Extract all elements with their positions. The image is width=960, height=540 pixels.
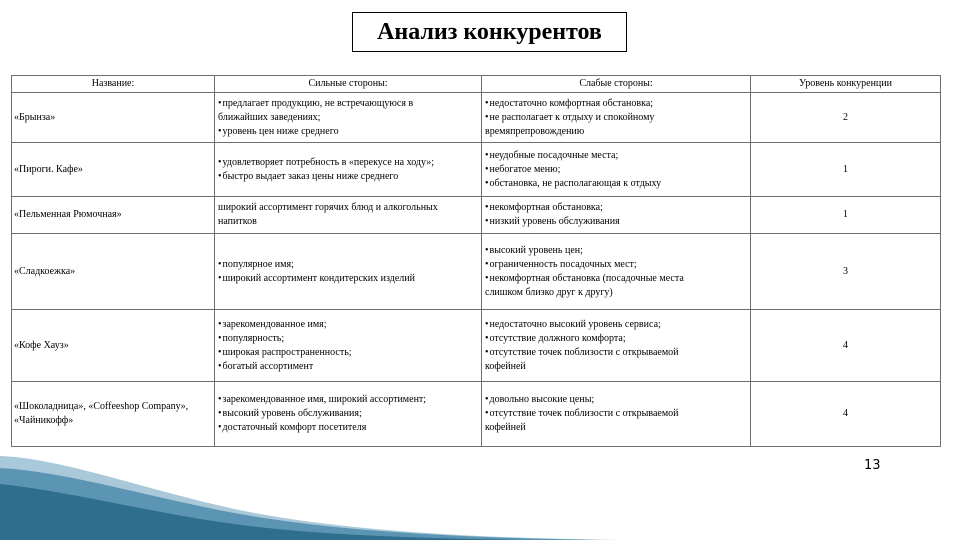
weaknesses-cell: [482, 143, 751, 197]
weaknesses-cell: [482, 382, 751, 447]
weakness-item: • неудобные посадочные места;: [485, 149, 747, 163]
weakness-item: • недостаточно высокий уровень сервиса;: [485, 318, 747, 332]
weakness-item: • некомфортная обстановка (посадочные места: [485, 272, 747, 286]
table-header-row: [12, 76, 941, 93]
table-row: [12, 197, 941, 234]
weakness-item: • высокий уровень цен;: [485, 244, 747, 258]
weakness-item: • не располагает к отдыху и спокойному: [485, 111, 747, 125]
weakness-item: • обстановка, не располагающая к отдыху: [485, 177, 747, 191]
weakness-item: • низкий уровень обслуживания: [485, 215, 747, 229]
competition-level: 1: [751, 197, 941, 234]
strengths-cell: [215, 93, 482, 143]
header-level: Уровень конкуренции: [751, 76, 941, 93]
weaknesses-cell: [482, 197, 751, 234]
strength-item: • богатый ассортимент: [218, 360, 478, 374]
slide-title: Анализ конкурентов: [352, 12, 627, 52]
competitor-name: «Брынза»: [12, 93, 215, 143]
weakness-item: • некомфортная обстановка;: [485, 201, 747, 215]
weaknesses-cell: [482, 93, 751, 143]
strength-item: • широкий ассортимент кондитерских изделий: [218, 272, 478, 286]
strength-item: • зарекомендованное имя, широкий ассортимент;: [218, 393, 478, 407]
strength-item: • быстро выдает заказ цены ниже среднего: [218, 170, 478, 184]
table-row: [12, 382, 941, 447]
header-name: Название:: [12, 76, 215, 93]
strength-item: широкий ассортимент горячих блюд и алкогольных: [218, 202, 438, 213]
weakness-item: слишком близко друг к другу): [485, 286, 613, 298]
competition-level: 4: [751, 310, 941, 382]
table-row: [12, 234, 941, 310]
weakness-item: • небогатое меню;: [485, 163, 747, 177]
strength-item: • широкая распространенность;: [218, 346, 478, 360]
strengths-cell: [215, 197, 482, 234]
competition-level: 3: [751, 234, 941, 310]
competitor-name: «Шоколадница», «Coffeeshop Company», «Чайникофф»: [12, 382, 215, 447]
weakness-item: времяпрепровождению: [485, 125, 585, 137]
strength-item: • предлагает продукцию, не встречающуюся в: [218, 97, 478, 111]
competition-level: 1: [751, 143, 941, 197]
competitor-table: [11, 75, 941, 447]
strengths-cell: [215, 234, 482, 310]
competitor-name: «Пельменная Рюмочная»: [12, 197, 215, 234]
strengths-cell: [215, 143, 482, 197]
strength-item: • популярное имя;: [218, 258, 478, 272]
weakness-item: • довольно высокие цены;: [485, 393, 747, 407]
competitor-name: «Пироги. Кафе»: [12, 143, 215, 197]
strength-item: • уровень цен ниже среднего: [218, 125, 478, 139]
weakness-item: • отсутствие должного комфорта;: [485, 332, 747, 346]
weakness-item: • ограниченность посадочных мест;: [485, 258, 747, 272]
table-row: [12, 93, 941, 143]
weakness-item: • отсутствие точек поблизости с открываемой: [485, 346, 747, 360]
weaknesses-cell: [482, 234, 751, 310]
competition-level: 2: [751, 93, 941, 143]
strengths-cell: [215, 310, 482, 382]
strength-item: напитков: [218, 216, 257, 227]
weaknesses-cell: [482, 310, 751, 382]
strength-item: • удовлетворяет потребность в «перекусе на ходу»;: [218, 156, 478, 170]
header-weaknesses: Слабые стороны:: [482, 76, 751, 93]
competitor-name: «Кофе Хауз»: [12, 310, 215, 382]
strength-item: • высокий уровень обслуживания;: [218, 407, 478, 421]
table-row: [12, 310, 941, 382]
weakness-item: • отсутствие точек поблизости с открываемой: [485, 407, 747, 421]
strength-item: ближайших заведениях;: [218, 111, 321, 123]
weakness-item: кофейней: [485, 360, 526, 372]
strengths-cell: [215, 382, 482, 447]
table-row: [12, 143, 941, 197]
strength-item: • зарекомендованное имя;: [218, 318, 478, 332]
weakness-item: кофейней: [485, 422, 526, 433]
competitor-name: «Сладкоежка»: [12, 234, 215, 310]
decorative-wave: [0, 448, 620, 540]
header-strengths: Сильные стороны:: [215, 76, 482, 93]
page-number: 13: [864, 458, 881, 473]
weakness-item: • недостаточно комфортная обстановка;: [485, 97, 747, 111]
strength-item: • достаточный комфорт посетителя: [218, 421, 478, 435]
strength-item: • популярность;: [218, 332, 478, 346]
competition-level: 4: [751, 382, 941, 447]
